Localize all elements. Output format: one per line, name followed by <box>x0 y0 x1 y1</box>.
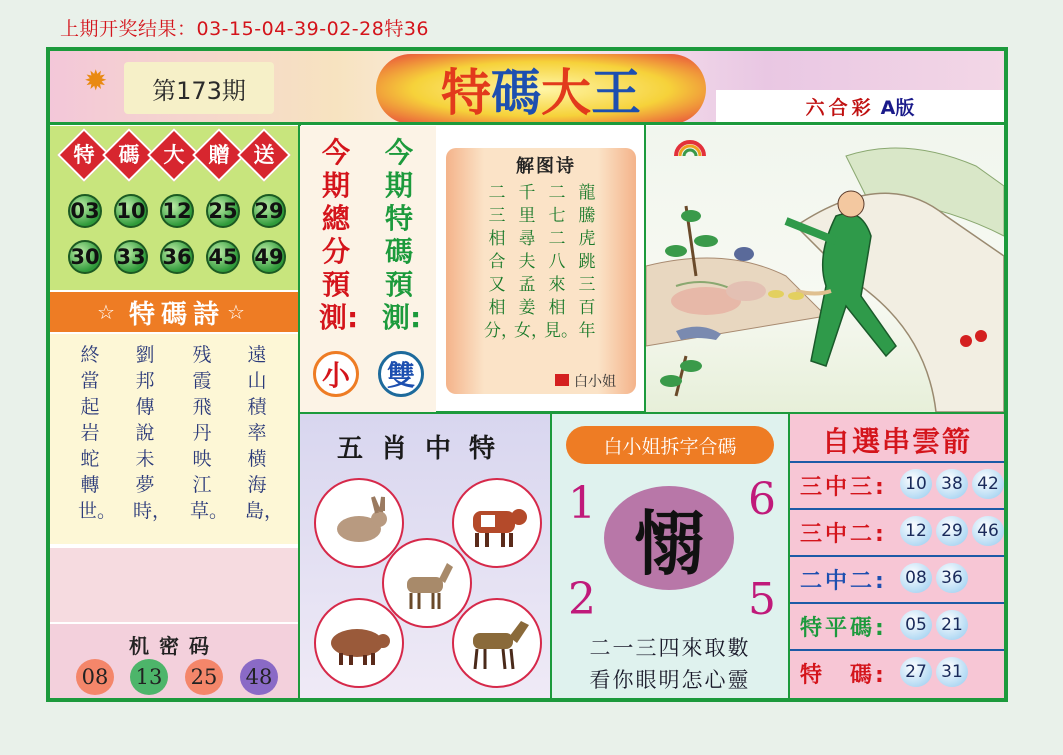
seal-mark <box>555 374 569 386</box>
pick-number-ball: 36 <box>936 563 968 593</box>
divider <box>50 122 1004 125</box>
gift-number-ball: 12 <box>160 194 194 228</box>
pick-row <box>790 555 1004 597</box>
secret-code-ball: 48 <box>240 659 278 695</box>
split-verse-line: 二一三四來取數 <box>589 636 751 660</box>
poem-title <box>50 292 298 332</box>
sun-icon: ✹ <box>84 64 108 97</box>
logo-char: 碼 <box>491 63 541 122</box>
logo-char: 王 <box>591 63 641 122</box>
gift-number-ball: 36 <box>160 240 194 274</box>
pick-row-label: 三中二: <box>800 522 887 547</box>
scroll-poem <box>446 148 636 394</box>
pick-number-ball: 42 <box>972 469 1004 499</box>
scroll-poem-column: 千里尋夫孟姜女， <box>514 183 548 341</box>
secret-code-ball: 08 <box>76 659 114 695</box>
blank-box <box>50 548 298 622</box>
pick-row <box>790 461 1004 503</box>
poem-title-text: 特碼詩 <box>128 299 225 330</box>
pick-row <box>790 649 1004 691</box>
total-prediction-value: 小 <box>313 351 359 397</box>
special-prediction-label: 今期特碼預測: <box>382 136 422 334</box>
gift-number-ball: 45 <box>206 240 240 274</box>
edition-label <box>716 90 1004 122</box>
poem-column: 残霞飛丹映江草。 <box>190 344 229 522</box>
secret-code-ball: 25 <box>185 659 223 695</box>
split-digit: 2 <box>568 574 596 625</box>
edition-version: A版 <box>880 96 915 119</box>
pick-number-ball: 08 <box>900 563 932 593</box>
pick-number-ball: 21 <box>936 610 968 640</box>
issue-number: 第173期 <box>124 62 274 114</box>
gift-number-ball: 30 <box>68 240 102 274</box>
split-verse-line: 看你眼明怎心靈 <box>589 668 751 692</box>
poem-column: 劉邦傳說未夢時， <box>133 344 172 522</box>
logo-char: 特 <box>441 63 491 122</box>
total-prediction-label: 今期總分預測: <box>319 136 359 334</box>
split-digit: 1 <box>568 478 596 529</box>
gift-number-ball: 49 <box>252 240 286 274</box>
pick-number-ball: 46 <box>972 516 1004 546</box>
special-prediction-value: 雙 <box>378 351 424 397</box>
pick-number-ball: 38 <box>936 469 968 499</box>
pick-row-label: 特 碼: <box>800 663 887 688</box>
pick-row <box>790 602 1004 644</box>
split-char-title: 白小姐拆字合碼 <box>566 426 774 464</box>
split-digit: 5 <box>748 574 776 625</box>
scroll-poem-title: 解图诗 <box>516 156 576 177</box>
scroll-poem-column: 二七二八來相見。 <box>544 183 578 341</box>
secret-code-title: 机密码 <box>129 634 219 658</box>
gift-title-char: 大 <box>147 128 201 182</box>
self-pick-title: 自選串雲箭 <box>821 425 972 458</box>
poem-column: 遠山積率横海島， <box>245 344 284 522</box>
pick-number-ball: 29 <box>936 516 968 546</box>
gift-title-char: 送 <box>237 128 291 182</box>
gift-title-char: 贈 <box>192 128 246 182</box>
title-logo <box>376 54 706 124</box>
split-char: 愵 <box>634 502 704 585</box>
gift-number-ball: 33 <box>114 240 148 274</box>
scroll-poem-column: 二三相合又相分， <box>484 183 518 341</box>
edition-name: 六合彩 <box>805 96 875 119</box>
pick-row <box>790 508 1004 550</box>
poem-column: 終當起岩蛇轉世。 <box>78 344 117 522</box>
logo-char: 大 <box>541 63 591 122</box>
gift-number-ball: 03 <box>68 194 102 228</box>
secret-code-ball: 13 <box>130 659 168 695</box>
pick-number-ball: 12 <box>900 516 932 546</box>
horse-icon <box>452 598 542 688</box>
scroll-poem-column: 龍騰虎跳三百年 <box>578 183 596 341</box>
pick-number-ball: 31 <box>936 657 968 687</box>
gift-title-char: 特 <box>57 128 111 182</box>
gift-number-ball: 25 <box>206 194 240 228</box>
star-icon: ☆ <box>97 300 121 324</box>
scroll-signature: 白小姐 <box>574 374 616 390</box>
gift-number-ball: 29 <box>252 194 286 228</box>
pick-number-ball: 27 <box>900 657 932 687</box>
star-icon: ☆ <box>227 300 251 324</box>
split-digit: 6 <box>748 474 776 525</box>
pig-icon <box>314 598 404 688</box>
gift-number-ball: 10 <box>114 194 148 228</box>
pick-number-ball: 10 <box>900 469 932 499</box>
five-zodiac-title: 五肖中特 <box>336 434 513 464</box>
ox-icon <box>452 478 542 568</box>
pick-row-label: 特平碼: <box>800 616 887 641</box>
pick-row-label: 二中二: <box>800 569 887 594</box>
pick-number-ball: 05 <box>900 610 932 640</box>
last-result-line: 上期开奖结果：03-15-04-39-02-28特36 <box>60 18 430 40</box>
illustration-runner <box>646 126 1004 412</box>
pick-row-label: 三中三: <box>800 475 887 500</box>
gift-title-char: 碼 <box>102 128 156 182</box>
